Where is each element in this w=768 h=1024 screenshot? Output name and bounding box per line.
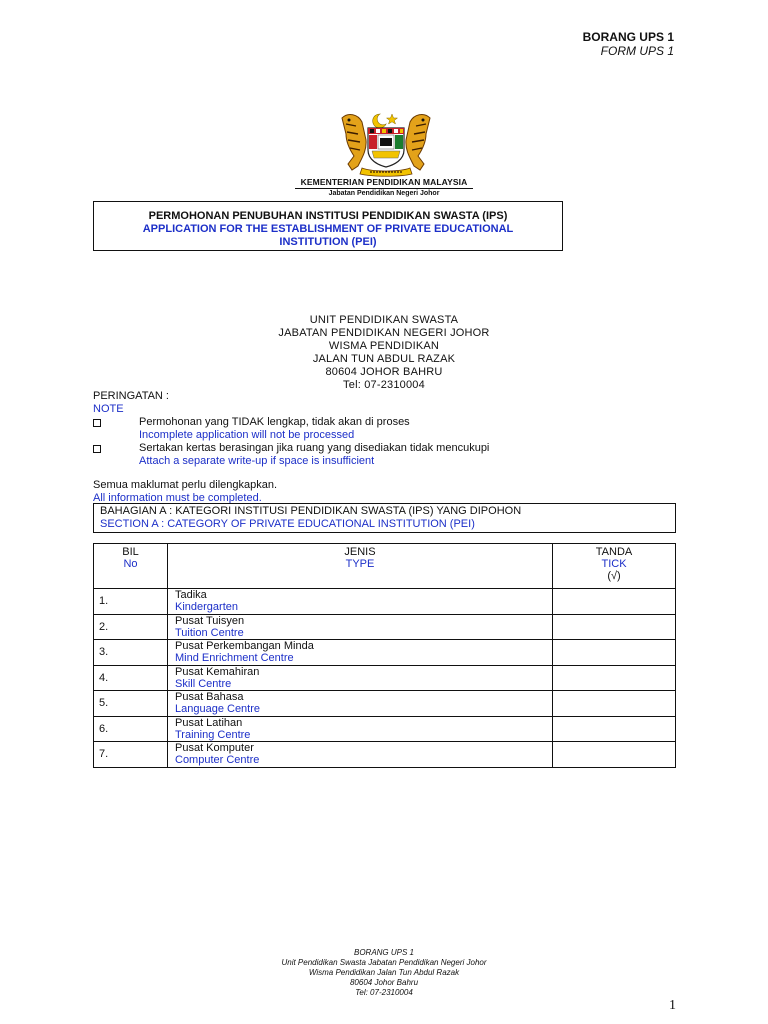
note-heading-malay: PERINGATAN : [93, 390, 169, 402]
section-a-malay: BAHAGIAN A : KATEGORI INSTITUSI PENDIDIKAN SWASTA (IPS) YANG DIPOHON [100, 505, 522, 517]
header-no [94, 544, 168, 589]
tick-cell[interactable] [553, 640, 676, 666]
tick-cell[interactable] [553, 589, 676, 615]
row-type-malay: Pusat Latihan [175, 716, 243, 729]
header-tick [553, 544, 676, 589]
section-a-english: SECTION A : CATEGORY OF PRIVATE EDUCATIONAL INSTITUTION (PEI) [100, 518, 475, 530]
row-type [168, 665, 553, 691]
row-type-malay: Pusat Tuisyen [175, 614, 245, 627]
row-number: 4. [94, 665, 168, 691]
note-item-malay: Sertakan kertas berasingan jika ruang yang disediakan tidak mencukupi [139, 442, 490, 454]
page-footer [0, 948, 768, 998]
table-row [94, 665, 676, 691]
note-item [93, 442, 489, 468]
department-name: Jabatan Pendidikan Negeri Johor [328, 190, 440, 197]
row-type-english: Tuition Centre [175, 626, 244, 639]
row-type [168, 716, 553, 742]
tick-cell[interactable] [553, 742, 676, 768]
bullet-box-icon [93, 419, 101, 427]
tick-cell[interactable] [553, 614, 676, 640]
address-line: WISMA PENDIDIKAN [328, 340, 440, 352]
title-malay: PERMOHONAN PENUBUHAN INSTITUSI PENDIDIKAN SWASTA (IPS) [148, 210, 508, 222]
table-row [94, 614, 676, 640]
form-code [583, 30, 674, 58]
address-line: JALAN TUN ABDUL RAZAK [312, 353, 456, 365]
address-line: UNIT PENDIDIKAN SWASTA [309, 314, 459, 326]
row-number: 6. [94, 716, 168, 742]
bullet-box-icon [93, 445, 101, 453]
row-type-malay: Pusat Bahasa [175, 691, 244, 703]
coat-of-arms-logo [336, 110, 436, 178]
row-type-malay: Pusat Perkembangan Minda [175, 640, 314, 652]
row-number: 7. [94, 742, 168, 768]
address-phone: Tel: 07-2310004 [343, 379, 425, 391]
tick-cell[interactable] [553, 716, 676, 742]
header-tick-symbol: (√) [607, 570, 621, 582]
header-no-english: No [123, 558, 138, 570]
tick-cell[interactable] [553, 691, 676, 717]
note-item [93, 416, 489, 442]
row-type [168, 691, 553, 717]
row-type-english: Training Centre [175, 728, 251, 741]
row-number: 5. [94, 691, 168, 717]
row-type [168, 640, 553, 666]
note-item-english: Attach a separate write-up if space is insufficient [139, 455, 375, 467]
footer-line: 80604 Johor Bahru [349, 978, 419, 987]
completeness-notice [93, 479, 277, 505]
table-row [94, 589, 676, 615]
header-type-english: TYPE [345, 558, 375, 570]
row-number: 2. [94, 614, 168, 640]
footer-line: Unit Pendidikan Swasta Jabatan Pendidikan Negeri Johor [281, 958, 487, 967]
note-heading-english: NOTE [93, 403, 124, 415]
header-no-malay: BIL [122, 546, 139, 558]
footer-line: BORANG UPS 1 [353, 948, 414, 957]
row-type-malay: Pusat Komputer [175, 742, 254, 754]
ministry-heading [0, 177, 768, 197]
completeness-english: All information must be completed. [93, 492, 262, 504]
title-box [93, 201, 563, 251]
row-type-english: Computer Centre [175, 754, 260, 766]
row-type-malay: Tadika [175, 589, 207, 601]
row-type [168, 614, 553, 640]
table-row [94, 640, 676, 666]
table-row [94, 691, 676, 717]
row-type [168, 742, 553, 768]
title-english-line2: INSTITUTION (PEI) [279, 236, 377, 248]
row-number: 3. [94, 640, 168, 666]
completeness-malay: Semua maklumat perlu dilengkapkan. [93, 479, 278, 491]
row-type-malay: Pusat Kemahiran [175, 665, 260, 678]
header-tick-malay: TANDA [595, 546, 633, 558]
note-item-malay: Permohonan yang TIDAK lengkap, tidak akan di proses [139, 416, 410, 428]
section-a-heading [93, 503, 676, 533]
page-number: 1 [669, 998, 676, 1013]
ministry-divider [295, 188, 473, 189]
address-line: 80604 JOHOR BAHRU [325, 366, 443, 378]
header-type-malay: JENIS [344, 546, 376, 558]
row-type [168, 589, 553, 615]
note-item-english: Incomplete application will not be processed [139, 429, 355, 441]
footer-line: Wisma Pendidikan Jalan Tun Abdul Razak [308, 968, 460, 977]
title-english-line1: APPLICATION FOR THE ESTABLISHMENT OF PRIVATE EDUCATIONAL [142, 223, 514, 235]
tick-cell[interactable] [553, 665, 676, 691]
ministry-name: KEMENTERIAN PENDIDIKAN MALAYSIA [300, 177, 468, 187]
row-type-english: Mind Enrichment Centre [175, 652, 294, 664]
table-row [94, 716, 676, 742]
category-table [93, 543, 676, 768]
table-header-row [94, 544, 676, 589]
office-address [0, 314, 768, 392]
row-number: 1. [94, 589, 168, 615]
table-row [94, 742, 676, 768]
header-type [168, 544, 553, 589]
header-tick-english: TICK [601, 558, 627, 570]
address-line: JABATAN PENDIDIKAN NEGERI JOHOR [278, 327, 490, 339]
row-type-english: Kindergarten [175, 601, 238, 613]
row-type-english: Skill Centre [175, 677, 232, 690]
form-code-english: FORM UPS 1 [600, 44, 674, 58]
row-type-english: Language Centre [175, 703, 261, 715]
footer-line: Tel: 07-2310004 [355, 988, 413, 997]
note-section [93, 390, 489, 468]
form-code-malay: BORANG UPS 1 [582, 30, 674, 44]
